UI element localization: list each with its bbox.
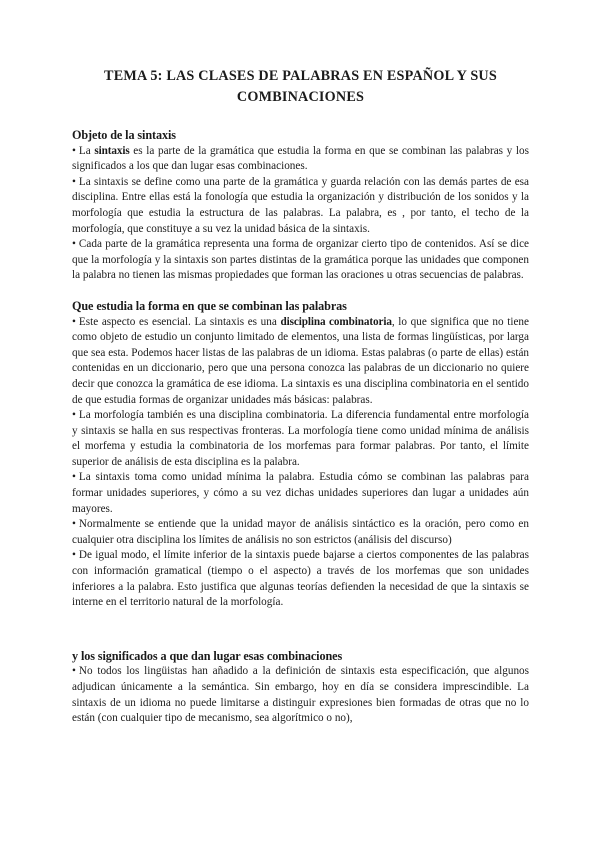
text-segment: La [78, 144, 95, 157]
bullet-marker: • [72, 518, 76, 531]
text-segment: Cada parte de la gramática representa una forma de organizar cierto tipo de contenidos. Así se dice que la morfología y la sintaxis son partes distintas de la gramática porque las unidades que componen la palabra no tienen las mismas propiedades que forman las oraciones u otras secuencias de palabras. [72, 238, 529, 282]
bullet-marker: • [72, 409, 76, 422]
text-segment: De igual modo, el límite inferior de la sintaxis puede bajarse a ciertos componentes de las palabras con información gramatical (tiempo o el aspecto) a través de los morfemas que son unidades inferiores a la palabra. Esto justifica que algunas teorías defienden la necesidad de que la sintaxis se interne en el territorio natural de la morfología. [72, 549, 529, 609]
bold-text-segment: sintaxis [94, 144, 130, 157]
bullet-marker: • [72, 471, 76, 484]
text-segment: La morfología también es una disciplina combinatoria. La diferencia fundamental entre morfología y sintaxis se halla en sus respectivas fronteras. La morfología tiene como unidad mínima de análisis el morfema y estudia la combinatoria de los morfemas para formar palabras. Por tanto, el límite superior de análisis de esta disciplina es la palabra. [72, 409, 529, 468]
bullet-paragraph [72, 237, 529, 284]
bullet-paragraph [72, 664, 529, 726]
bullet-marker: • [72, 144, 76, 157]
text-segment: es la parte de la gramática que estudia la forma en que se combinan las palabras y los significados a los que dan lugar esas combinaciones. [72, 144, 529, 173]
bullet-marker: • [72, 665, 76, 678]
bullet-marker: • [72, 549, 76, 562]
text-segment: Este aspecto es esencial. La sintaxis es una [78, 315, 281, 328]
bullet-marker: • [72, 175, 76, 188]
document-body [72, 128, 529, 727]
text-segment: La sintaxis toma como unidad mínima la palabra. Estudia cómo se combinan las palabras para formar unidades superiores, y cómo a su vez dichas unidades superiores dan lugar a unidades aún mayores. [72, 471, 529, 515]
bullet-paragraph [72, 470, 529, 517]
bullet-paragraph [72, 315, 529, 409]
bullet-marker: • [72, 238, 76, 251]
bullet-paragraph [72, 517, 529, 548]
bullet-marker: • [72, 315, 76, 328]
document-title [72, 66, 529, 108]
section-heading: Objeto de la sintaxis [72, 128, 176, 142]
bullet-paragraph [72, 408, 529, 470]
bullet-paragraph [72, 144, 529, 175]
bullet-paragraph [72, 175, 529, 237]
bullet-paragraph [72, 548, 529, 610]
text-segment: , lo que significa que no tiene como objeto de estudio un conjunto limitado de elementos, una lista de formas lingüísticas, por larga que sea esta. Podemos hacer listas de las palabras de un idioma. Estas palabras (o parte de ellas) están contenidas en un diccionario, pero que una persona conozca las palabras de un diccionario no quiere decir que conozca la gramática de ese idioma. La sintaxis es una disciplina combinatoria en el sentido de que estudia formas de organizar unidades más básicas: palabras. [72, 315, 529, 406]
text-segment: Normalmente se entiende que la unidad mayor de análisis sintáctico es la oración, pero como en cualquier otra disciplina los límites de análisis no son estrictos (análisis del discurso) [72, 518, 529, 546]
section-heading: y los significados a que dan lugar esas combinaciones [72, 648, 343, 663]
text-segment: No todos los lingüistas han añadido a la definición de sintaxis esta especificación, que algunos adjudican únicamente a la semántica. Sin embargo, hoy en día se considera imprescindible. La sintaxis de un idioma no puede limitarse a distinguir expresiones bien formadas de otras que no lo están (con cualquier tipo de mecanismo, sea algorítmico o no), [72, 665, 529, 725]
title-line-1: TEMA 5: LAS CLASES DE PALABRAS EN ESPAÑOL Y SUS [104, 68, 497, 84]
text-segment: La sintaxis se define como una parte de la gramática y guarda relación con las demás partes de esa disciplina. Entre ellas está la fonología que estudia la organización y distribución de los sonidos y la morfología que estudia la estructura de las palabras. La palabra, es , por tanto, el techo de la morfología, que constituye a su vez la unidad básica de la sintaxis. [72, 175, 529, 235]
title-line-2: COMBINACIONES [236, 89, 365, 105]
bold-text-segment: disciplina combinatoria [280, 315, 392, 328]
section-heading: Que estudia la forma en que se combinan las palabras [72, 298, 347, 313]
